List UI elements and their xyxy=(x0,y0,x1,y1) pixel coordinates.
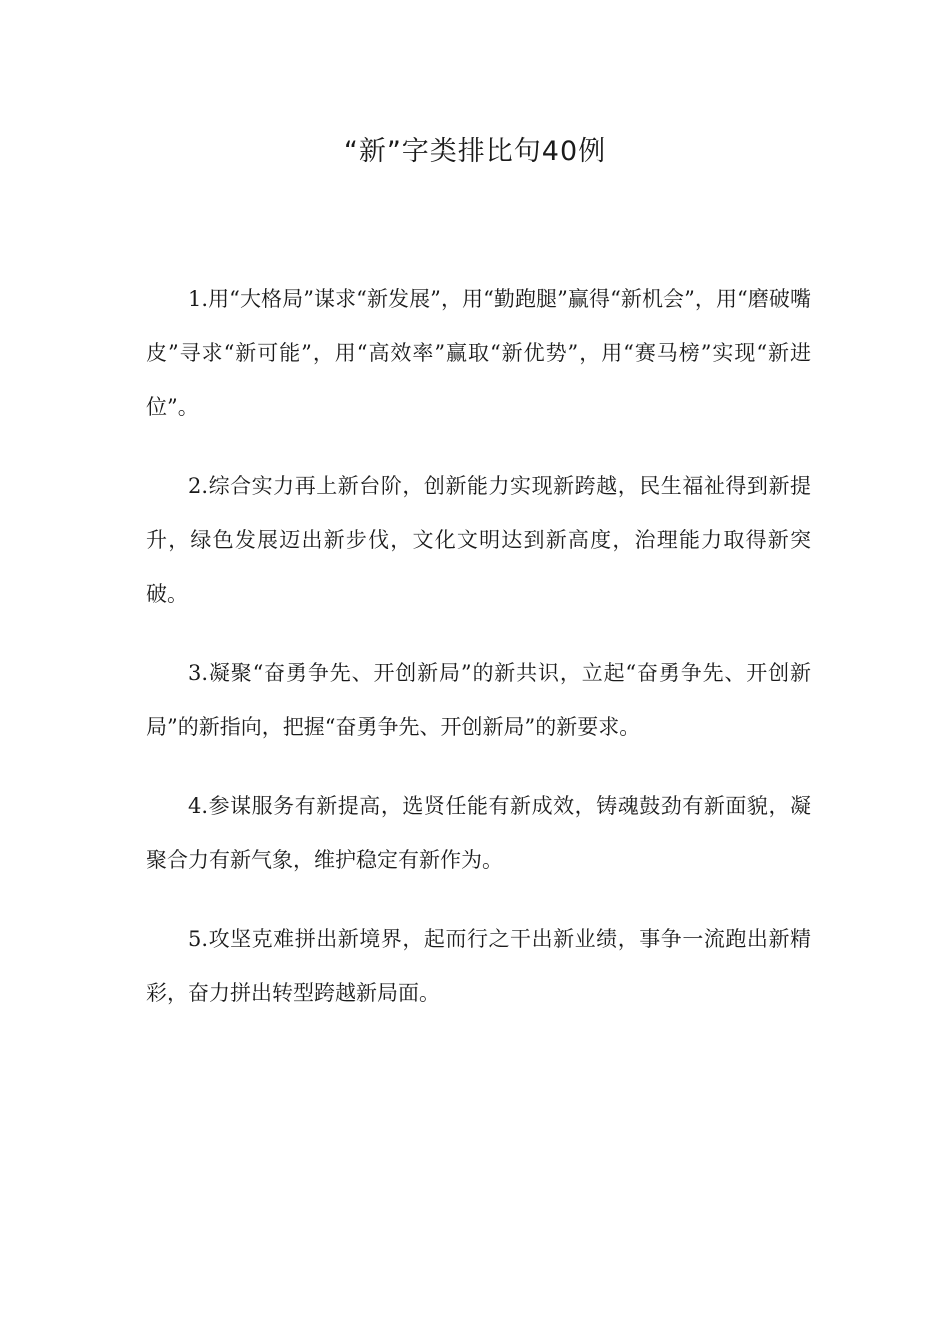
paragraph-3: 3.凝聚“奋勇争先、开创新局”的新共识，立起“奋勇争先、开创新局”的新指向，把握“奋勇争先、开创新局”的新要求。 xyxy=(146,661,811,739)
paragraph-1: 1.用“大格局”谋求“新发展”，用“勤跑腿”赢得“新机会”，用“磨破嘴皮”寻求“新可能”，用“高效率”赢取“新优势”，用“赛马榜”实现“新进位”。 xyxy=(146,287,811,419)
document-title: “新”字类排比句40例 xyxy=(343,136,607,167)
paragraph-2: 2.综合实力再上新台阶，创新能力实现新跨越，民生福祉得到新提升，绿色发展迈出新步伐，文化文明达到新高度，治理能力取得新突破。 xyxy=(146,474,811,606)
paragraph-4: 4.参谋服务有新提高，选贤任能有新成效，铸魂鼓劲有新面貌，凝聚合力有新气象，维护稳定有新作为。 xyxy=(146,794,811,872)
paragraph-5: 5.攻坚克难拼出新境界，起而行之干出新业绩，事争一流跑出新精彩，奋力拼出转型跨越新局面。 xyxy=(146,927,811,1005)
document-body xyxy=(146,272,811,1045)
